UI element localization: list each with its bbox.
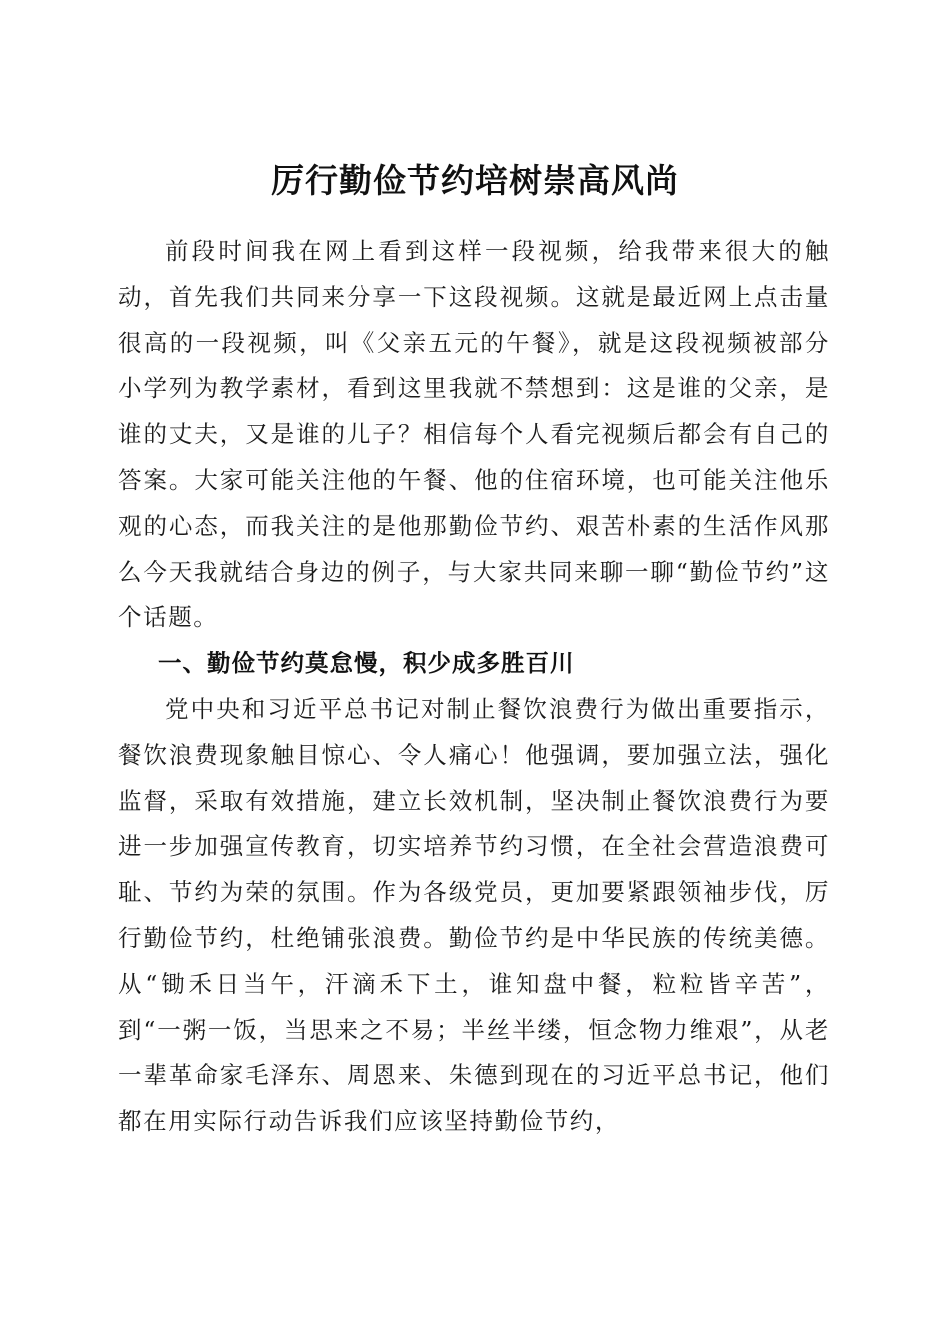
document-title: 厉行勤俭节约培树崇高风尚 [271, 161, 679, 201]
section-paragraph: 党中央和习近平总书记对制止餐饮浪费行为做出重要指示，餐饮浪费现象触目惊心、令人痛心！他强调，要加强立法，强化监督，采取有效措施，建立长效机制，坚决制止餐饮浪费行为要进一步加强宣传教育，切实培养节约习惯，在全社会营造浪费可耻、节约为荣的氛围。作为各级党员，更加要紧跟领袖步伐，厉行勤俭节约，杜绝铺张浪费。勤俭节约是中华民族的传统美德。从“锄禾日当午，汗滴禾下土，谁知盘中餐，粒粒皆辛苦”，到“一粥一饭，当思来之不易；半丝半缕，恒念物力维艰”，从老一辈革命家毛泽东、周恩来、朱德到现在的习近平总书记，他们都在用实际行动告诉我们应该坚持勤俭节约， [118, 694, 830, 1136]
intro-paragraph: 前段时间我在网上看到这样一段视频，给我带来很大的触动，首先我们共同来分享一下这段视频。这就是最近网上点击量很高的一段视频，叫《父亲五元的午餐》，就是这段视频被部分小学列为教学素材，看到这里我就不禁想到：这是谁的父亲，是谁的丈夫，又是谁的儿子？相信每个人看完视频后都会有自己的答案。大家可能关注他的午餐、他的住宿环境，也可能关注他乐观的心态，而我关注的是他那勤俭节约、艰苦朴素的生活作风那么今天我就结合身边的例子，与大家共同来聊一聊“勤俭节约”这个话题。 [118, 237, 830, 632]
section-heading: 一、勤俭节约莫怠慢，积少成多胜百川 [158, 649, 575, 678]
document-body [118, 229, 830, 1145]
